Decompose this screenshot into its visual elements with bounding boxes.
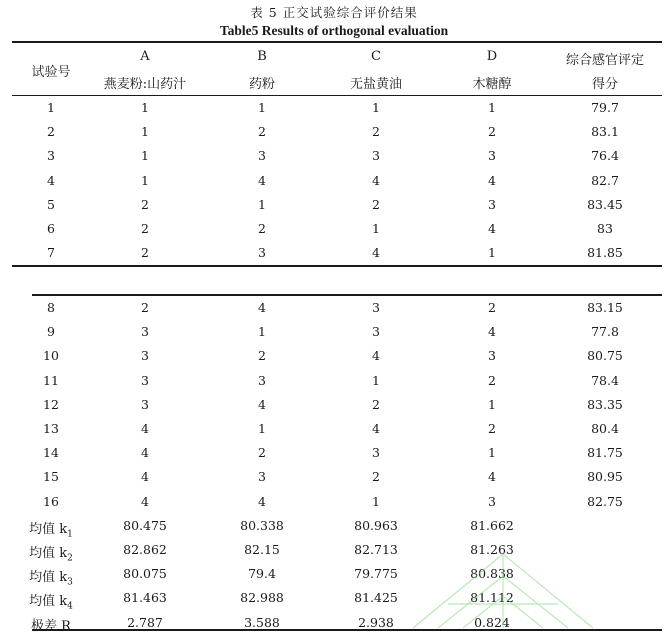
table-cell: 1 (141, 172, 149, 188)
table-cell: 1 (258, 196, 266, 212)
table-cell: 2 (488, 372, 496, 388)
table-cell: 2 (258, 445, 266, 461)
table-cell: 3 (258, 372, 266, 388)
stat-value: 2.787 (127, 614, 163, 630)
table-cell: 12 (43, 396, 59, 412)
table-cell: 4 (372, 348, 380, 364)
stat-label (12, 590, 90, 612)
table-cell: 4 (488, 469, 496, 485)
table-cell: 82.75 (587, 493, 623, 509)
table-cell: 3 (372, 300, 380, 315)
table-cell: 2 (258, 221, 266, 236)
stat-value: 80.838 (470, 566, 514, 582)
table-cell: 4 (258, 493, 266, 509)
table-cell: 8 (47, 300, 55, 315)
table-cell: 82.7 (591, 172, 619, 188)
table-cell: 1 (488, 100, 496, 115)
table-cell: 2 (372, 396, 380, 412)
table-cell: 4 (488, 324, 496, 340)
table-cell: 4 (141, 469, 149, 485)
part1-bottom-rule (12, 265, 662, 267)
header-c-name: 无盐黄油 (349, 77, 402, 92)
stat-label (12, 518, 90, 540)
stat-value: 80.075 (123, 566, 167, 582)
table-cell: 3 (258, 148, 266, 164)
header-c-letter: C (371, 49, 381, 64)
table-cell: 4 (141, 493, 149, 509)
table-cell: 2 (258, 124, 266, 140)
stat-value: 82.862 (123, 542, 167, 557)
table-cell: 2 (372, 124, 380, 140)
table-caption-cn: 表 5 正交试验综合评价结果 (250, 5, 418, 20)
stat-value: 82.15 (244, 542, 280, 557)
table-cell: 7 (47, 245, 55, 261)
table-cell: 1 (488, 445, 496, 461)
table-cell: 2 (372, 469, 380, 485)
table-cell: 76.4 (591, 148, 619, 164)
table-cell: 3 (141, 396, 149, 412)
table-cell: 3 (141, 324, 149, 340)
stat-value: 79.4 (248, 566, 276, 582)
table-cell: 83 (597, 221, 613, 236)
table-cell: 4 (372, 421, 380, 436)
table-cell: 1 (488, 245, 496, 261)
table-cell: 2 (141, 300, 149, 315)
table-cell: 4 (141, 445, 149, 461)
table-cell: 4 (47, 172, 55, 188)
table-cell: 80.4 (591, 421, 619, 436)
table-cell: 1 (141, 100, 149, 115)
table-cell: 3 (488, 493, 496, 509)
table-cell: 4 (258, 300, 266, 315)
header-b-name: 药粉 (248, 77, 275, 92)
stat-label (12, 542, 90, 564)
stat-value: 81.662 (470, 517, 514, 533)
table-cell: 83.1 (591, 124, 619, 140)
table-cell: 80.75 (587, 348, 623, 364)
stat-value: 82.988 (240, 590, 284, 606)
table-cell: 81.75 (587, 445, 623, 461)
table-cell: 15 (43, 469, 59, 485)
table-cell: 3 (141, 348, 149, 364)
table-cell: 80.95 (587, 469, 623, 485)
table-cell: 4 (258, 172, 266, 188)
table-cell: 4 (372, 245, 380, 261)
header-a-name: 燕麦粉:山药汁 (103, 77, 187, 92)
stat-value: 80.963 (354, 517, 398, 533)
stat-label-text: 均值 k (29, 570, 68, 586)
table-caption-en: Table5 Results of orthogonal evaluation (219, 23, 449, 38)
table-cell: 1 (372, 493, 380, 509)
table-cell: 3 (372, 148, 380, 164)
table-cell: 1 (488, 396, 496, 412)
stat-label-subscript: 3 (67, 577, 73, 588)
header-rule (12, 95, 662, 96)
table-cell: 77.8 (591, 324, 619, 340)
table-cell: 83.15 (587, 300, 623, 315)
table-cell: 79.7 (591, 100, 619, 115)
table-cell: 4 (372, 172, 380, 188)
header-score-line1: 综合感官评定 (565, 53, 644, 68)
table-cell: 1 (141, 148, 149, 164)
table-cell: 2 (141, 196, 149, 212)
table-cell: 3 (258, 469, 266, 485)
table-cell: 3 (372, 324, 380, 340)
stat-label-text: 均值 k (29, 521, 68, 537)
table-cell: 2 (258, 348, 266, 364)
stat-label-subscript: 1 (67, 529, 73, 540)
stat-value: 81.263 (470, 542, 514, 557)
header-d-name: 木糖醇 (472, 77, 512, 92)
stat-label (12, 566, 90, 588)
table-cell: 2 (488, 300, 496, 315)
stat-label-subscript: 2 (67, 553, 73, 564)
stat-label-text: 均值 k (29, 594, 68, 610)
table-cell: 3 (47, 148, 55, 164)
table-cell: 3 (372, 445, 380, 461)
stat-value: 2.938 (358, 614, 394, 630)
table-cell: 13 (43, 421, 59, 436)
stat-label-text: 极差 R (31, 618, 71, 634)
table-cell: 1 (258, 421, 266, 436)
table-cell: 78.4 (591, 372, 619, 388)
table-cell: 4 (258, 396, 266, 412)
table-cell: 2 (141, 245, 149, 261)
stat-value: 3.588 (244, 614, 280, 630)
table-cell: 3 (488, 196, 496, 212)
table-cell: 3 (258, 245, 266, 261)
table-cell: 10 (43, 348, 59, 364)
stat-label (12, 615, 90, 634)
stat-value: 80.475 (123, 517, 167, 533)
table-cell: 9 (47, 324, 55, 340)
table-cell: 1 (47, 100, 55, 115)
table-cell: 1 (372, 100, 380, 115)
header-score-line2: 得分 (591, 77, 618, 92)
table-cell: 1 (258, 324, 266, 340)
stat-value: 80.338 (240, 517, 284, 533)
stat-value: 0.824 (474, 614, 510, 630)
stat-value: 81.425 (354, 590, 398, 606)
header-a-letter: A (140, 49, 150, 64)
table-cell: 1 (372, 372, 380, 388)
table-cell: 1 (258, 100, 266, 115)
table-cell: 2 (488, 124, 496, 140)
stat-value: 81.463 (123, 590, 167, 606)
table-cell: 2 (372, 196, 380, 212)
table-cell: 1 (141, 124, 149, 140)
header-b-letter: B (257, 49, 267, 64)
table-cell: 2 (47, 124, 55, 140)
table-cell: 4 (488, 221, 496, 236)
part2-top-rule (32, 294, 662, 296)
table-cell: 81.85 (587, 245, 623, 261)
table-cell: 11 (43, 372, 59, 388)
stat-label-text: 均值 k (29, 546, 68, 561)
stat-value: 81.112 (470, 590, 514, 606)
stat-label-subscript: 4 (67, 601, 73, 612)
header-d-letter: D (486, 49, 498, 64)
table-cell: 3 (141, 372, 149, 388)
table-cell: 3 (488, 148, 496, 164)
table-cell: 6 (47, 221, 55, 236)
table-cell: 83.35 (587, 396, 623, 412)
table-cell: 5 (47, 196, 55, 212)
stat-value: 82.713 (354, 542, 398, 557)
table-cell: 2 (141, 221, 149, 236)
table-cell: 3 (488, 348, 496, 364)
stat-value: 79.775 (354, 566, 398, 582)
table-cell: 83.45 (587, 196, 623, 212)
table-cell: 4 (141, 421, 149, 436)
table-cell: 1 (372, 221, 380, 236)
table-cell: 2 (488, 421, 496, 436)
table-cell: 16 (43, 493, 59, 509)
top-rule (12, 41, 662, 43)
table-cell: 4 (488, 172, 496, 188)
header-trial-label: 试验号 (31, 65, 71, 80)
table-cell: 14 (43, 445, 59, 461)
